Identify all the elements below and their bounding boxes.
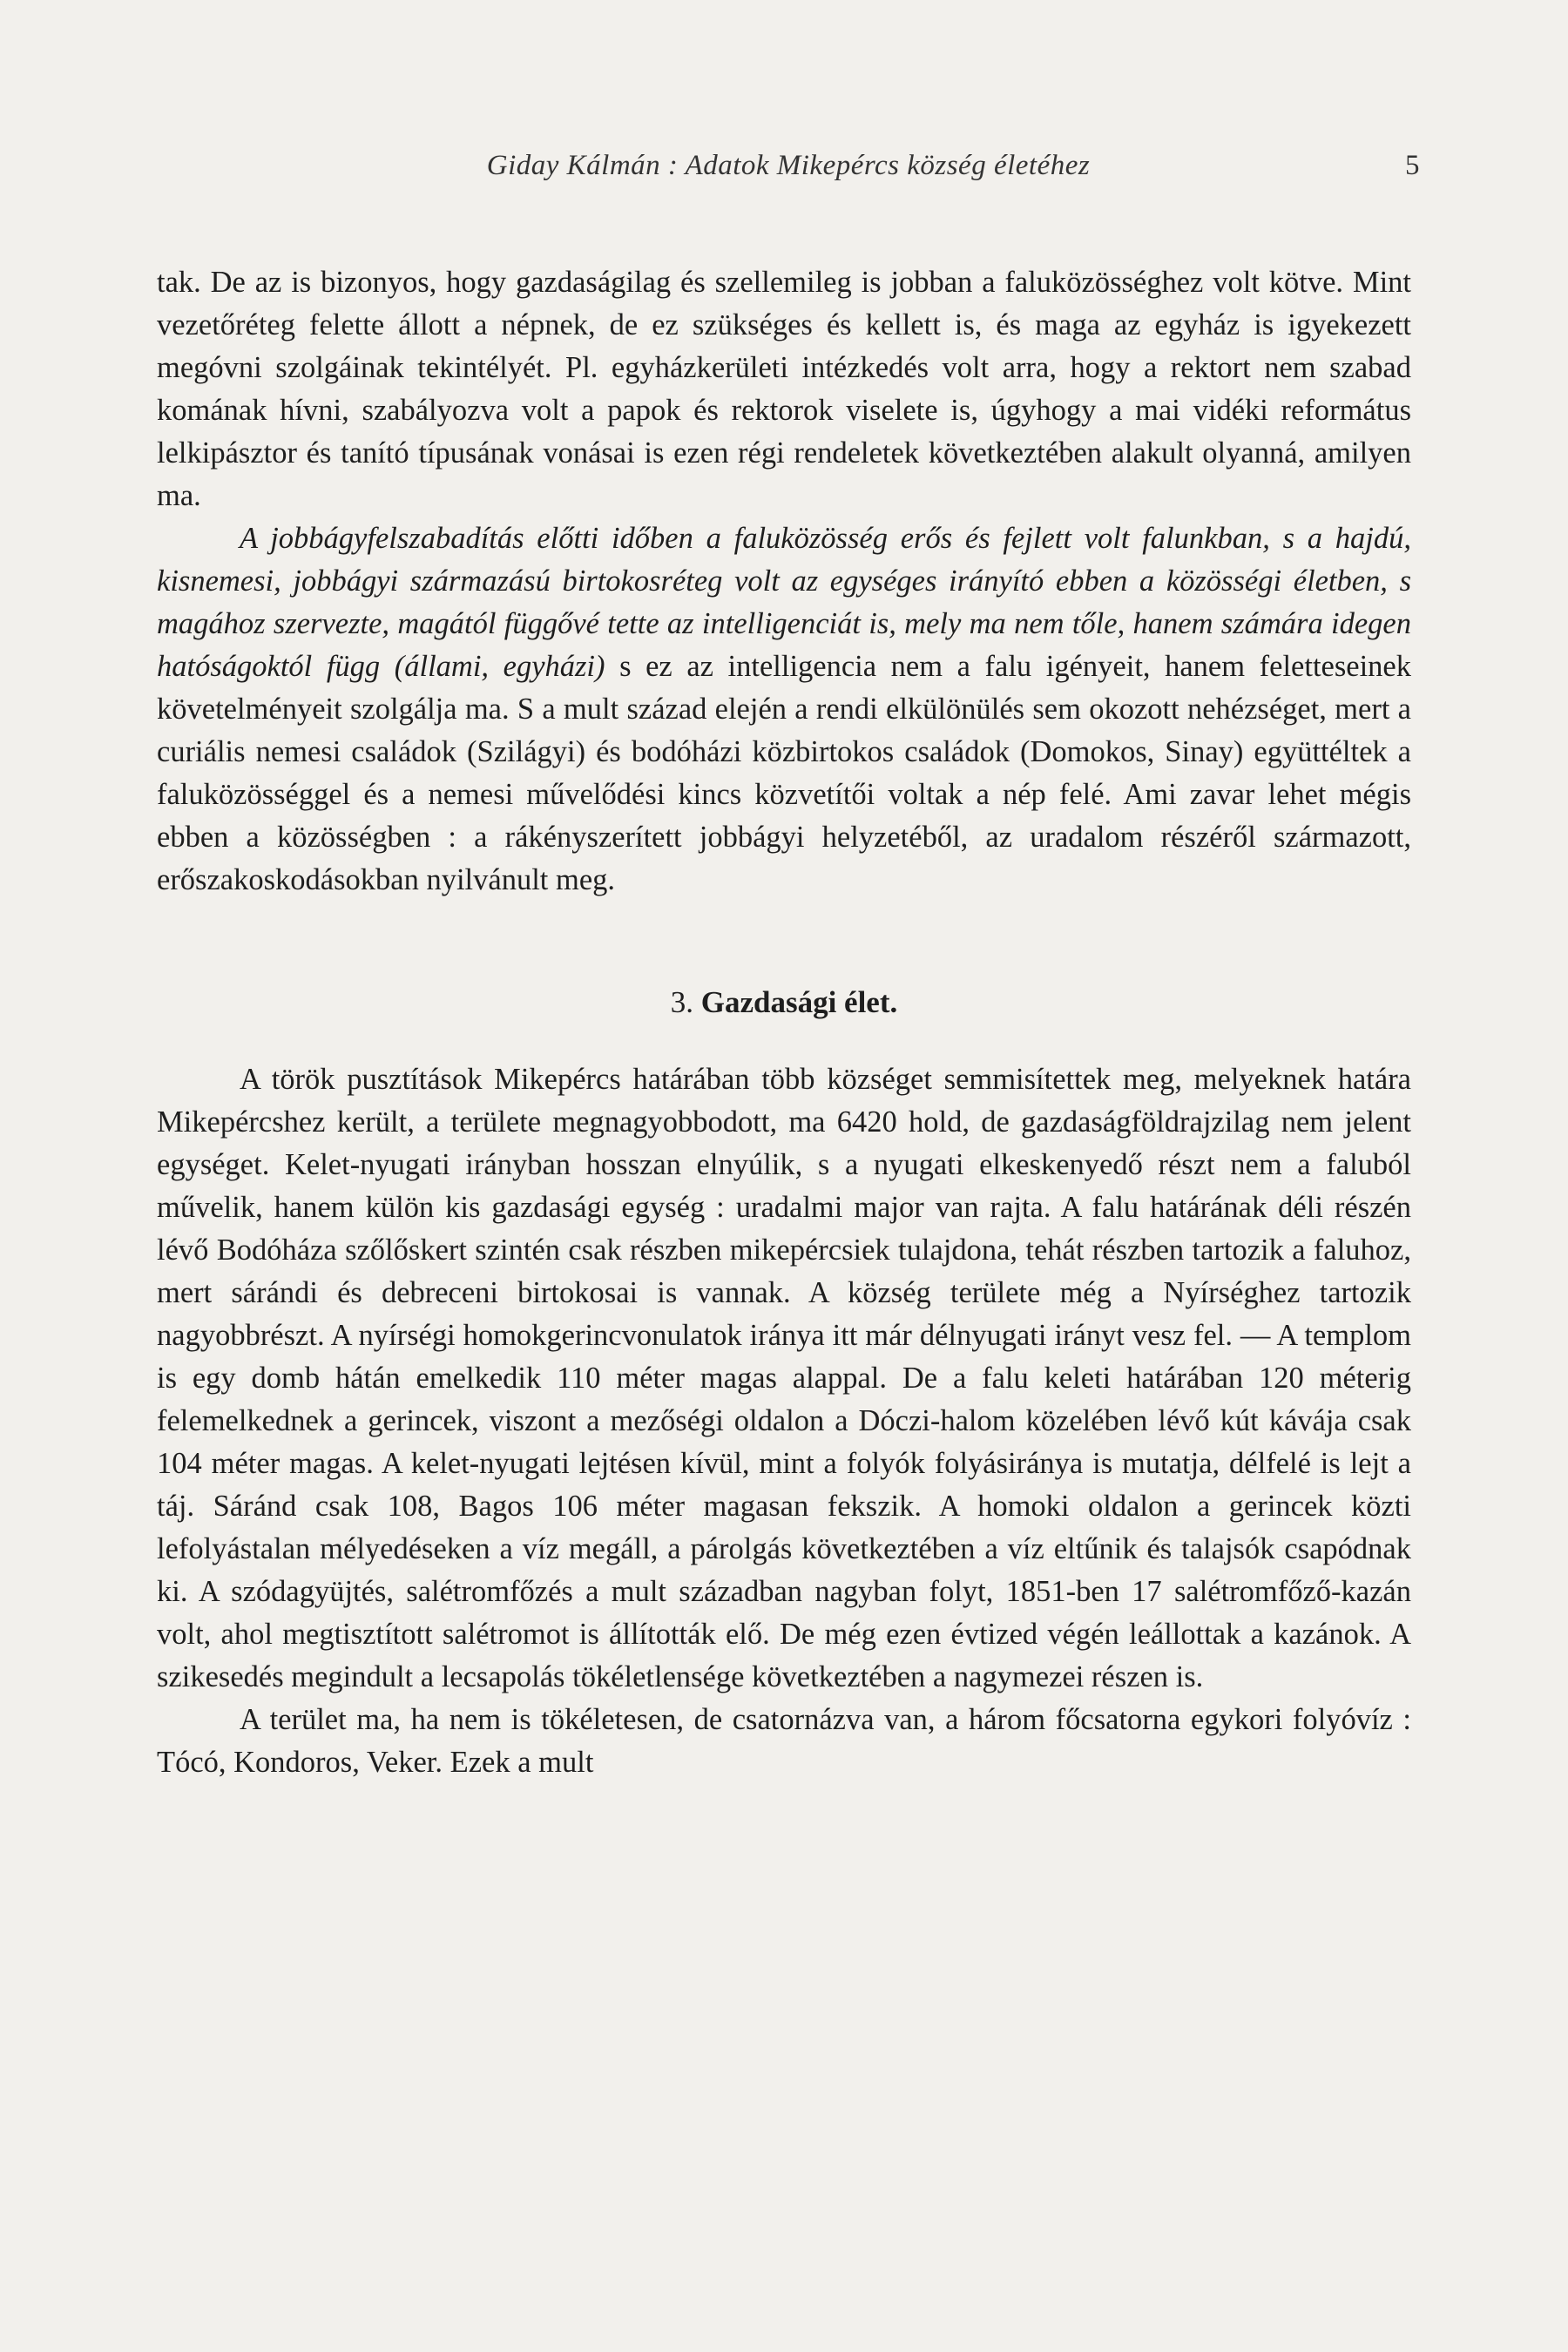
paragraph-2-rest: s ez az intelligencia nem a falu igényeit, hanem feletteseinek követelményeit szolgálja ma. S a mult század elején a rendi elkülönülés sem okozott nehézséget, mert a curiális nemesi családok (Szilágyi) és bodóházi közbirtokos családok (Domokos, Sinay) együttéltek a faluközösséggel és a nemesi művelődési kincs közvetítői voltak a nép felé. Ami zavar lehet mégis ebben a közösségben : a rákényszerített jobbágyi helyzetéből, az uradalom részéről származott, erőszakoskodásokban nyilvánult meg. xyxy=(157,650,1411,896)
paragraph-2 xyxy=(157,517,1411,902)
paragraph-1: tak. De az is bizonyos, hogy gazdaságilag és szellemileg is jobban a faluközösséghez volt kötve. Mint vezetőréteg felette állott a népnek, de ez szükséges és kellett is, és maga az egyház is igyekezett megóvni szolgáinak tekintélyét. Pl. egyházkerületi intézkedés volt arra, hogy a rektort nem szabad komának hívni, szabályozva volt a papok és rektorok viselete is, úgyhogy a mai vidéki református lelkipásztor és tanító típusának vonásai is ezen régi rendeletek következtében alakult olyanná, amilyen ma. xyxy=(157,266,1411,512)
page-number: 5 xyxy=(1405,150,1420,181)
paragraph-3: A török pusztítások Mikepércs határában több községet semmisítettek meg, melyeknek határa Mikepércshez került, a területe megnagyobbodott, ma 6420 hold, de gazdaságföldrajzilag nem jelent egységet. Kelet-nyugati irányban hosszan elnyúlik, s a nyugati elkeskenyedő részt nem a faluból művelik, hanem külön kis gazdasági egység : uradalmi major van rajta. A falu határának déli részén lévő Bodóháza szőlőskert szintén csak részben mikepércsiek tulajdona, tehát részben tartozik a faluhoz, mert sárándi és debreceni birtokosai is vannak. A község területe még a Nyírséghez tartozik nagyobbrészt. A nyírségi homokgerincvonulatok iránya itt már délnyugati irányt vesz fel. — A templom is egy domb hátán emelkedik 110 méter magas alappal. De a falu keleti határában 120 méterig felemelkednek a gerincek, viszont a mezőségi oldalon a Dóczi-halom közelében lévő kút kávája csak 104 méter magas. A kelet-nyugati lejtésen kívül, mint a folyók folyásiránya is mutatja, délfelé is lejt a táj. Sáránd csak 108, Bagos 106 méter magasan fekszik. A homoki oldalon a gerincek közti lefolyástalan mélyedéseken a víz megáll, a párolgás következtében a víz eltűnik és talajsók csapódnak ki. A szódagyüjtés, salétromfőzés a mult században nagyban folyt, 1851-ben 17 salétromfőző-kazán volt, ahol megtisztított salétromot is állították elő. De még ezen évtized végén leállottak a kazánok. A szikesedés megindult a lecsapolás tökéletlensége következtében a nagymezei részen is. xyxy=(157,1063,1411,1693)
section-number: 3. xyxy=(670,985,693,1019)
paragraph-2-italic: A jobbágyfelszabadítás előtti időben a faluközösség erős és fejlett volt falunkban, s a hajdú, kisnemesi, jobbágyi származású birtokosréteg volt az egységes irányító ebben a közösségi életben, s magához szervezte, magától függővé tette az intelligenciát is, mely ma nem tőle, hanem számára idegen hatóságoktól függ (állami, egyházi) xyxy=(157,522,1411,683)
running-header xyxy=(157,150,1420,190)
paragraph-4: A terület ma, ha nem is tökéletesen, de csatornázva van, a három főcsatorna egykori folyóvíz : Tócó, Kondoros, Veker. Ezek a mult xyxy=(157,1703,1411,1779)
section-heading xyxy=(157,982,1411,1024)
section-title: Gazdasági élet. xyxy=(700,985,898,1019)
header-title: Giday Kálmán : Adatok Mikepércs község életéhez xyxy=(486,150,1091,181)
body-text xyxy=(157,261,1411,1784)
